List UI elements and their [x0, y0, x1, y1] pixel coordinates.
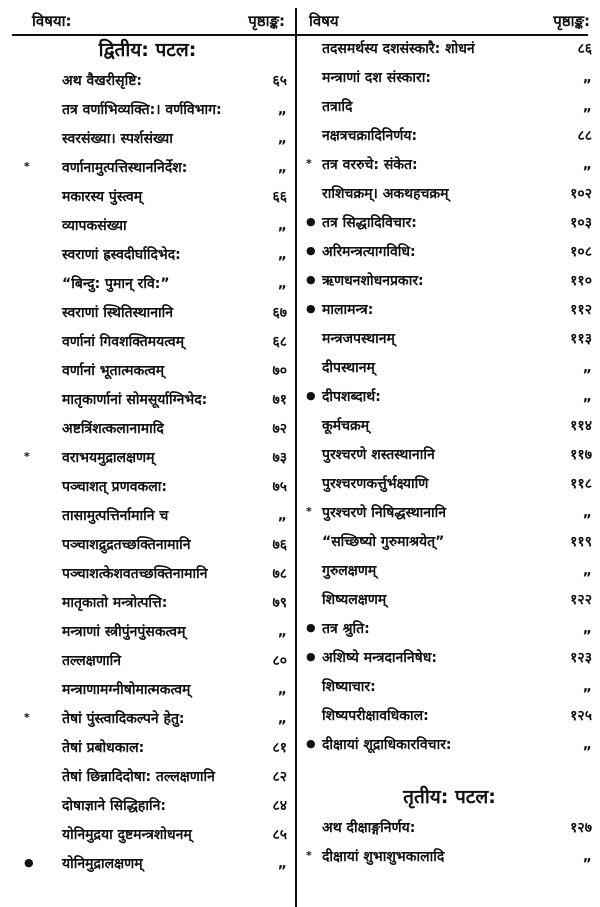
right-entry-list-bottom: [299, 813, 600, 871]
entry-marker: ●: [24, 856, 34, 869]
section-title-second: द्वितीय: पटल:: [98, 39, 197, 61]
entry-title: मातृकार्णानां सोमसूर्याग्निभेद:: [62, 392, 208, 408]
entry-page-number: „: [277, 681, 287, 698]
entry-title: तेषां छिन्नादिदोषा: तल्लक्षणानि: [62, 769, 215, 785]
index-entry: [299, 353, 600, 382]
index-entry: [299, 208, 600, 237]
index-entry: [299, 614, 600, 643]
index-entry: [0, 95, 295, 124]
entry-title: पुरश्चरणे निषिद्धस्थानानि: [322, 505, 447, 521]
entry-title: तत्र सिद्धादिविचार:: [322, 215, 417, 231]
entry-title: तत्र वर्णाभिव्यक्ति:। वर्णविभाग:: [62, 102, 222, 118]
entry-page-number: „: [582, 388, 592, 405]
index-entry: [299, 527, 600, 556]
left-header-subject: विषया:: [32, 12, 72, 30]
entry-page-number: ७०: [272, 363, 287, 379]
entry-page-number: „: [277, 623, 287, 640]
entry-page-number: ७९: [272, 595, 287, 611]
index-entry: [299, 121, 600, 150]
entry-page-number: ८६: [577, 41, 592, 57]
entry-marker: *: [306, 505, 312, 518]
entry-page-number: ११०: [570, 273, 592, 289]
index-entry: [0, 530, 295, 559]
index-entry: [299, 150, 600, 179]
entry-title: तत्र वररुचे: संकेत:: [322, 157, 418, 173]
right-header-page: पृष्ठाङ्क:: [553, 12, 590, 30]
right-header-subject: विषय: [309, 12, 339, 30]
index-entry: [299, 63, 600, 92]
index-entry: [299, 92, 600, 121]
entry-page-number: ८२: [272, 769, 287, 785]
index-entry: [299, 813, 600, 842]
entry-title: दीपस्थानम्: [322, 360, 375, 376]
index-entry: [299, 556, 600, 585]
entry-marker: ●: [306, 273, 316, 286]
entry-page-number: ११४: [570, 418, 592, 434]
entry-page-number: „: [582, 620, 592, 637]
index-entry: [0, 559, 295, 588]
entry-title: पुरश्चरणे शस्तस्थानानि: [322, 447, 435, 463]
index-entry: [0, 269, 295, 298]
index-entry: [299, 701, 600, 730]
entry-page-number: ७८: [272, 566, 287, 582]
index-entry: [0, 240, 295, 269]
entry-page-number: ११२: [570, 302, 592, 318]
index-entry: [299, 324, 600, 353]
entry-title: वर्णानां भूतात्मकत्वम्: [62, 363, 165, 379]
entry-page-number: ८४: [272, 798, 287, 814]
entry-page-number: „: [277, 507, 287, 524]
entry-page-number: „: [582, 736, 592, 753]
entry-page-number: १०३: [570, 215, 592, 231]
left-entry-list: [0, 66, 295, 878]
entry-page-number: „: [277, 130, 287, 147]
entry-page-number: „: [277, 710, 287, 727]
entry-title: वर्णानां गिवशक्तिमयत्वम्: [62, 334, 185, 350]
entry-title: वराभयमुद्रालक्षणम्: [62, 450, 155, 466]
index-entry: [299, 411, 600, 440]
right-header: [299, 8, 600, 34]
entry-marker: ●: [306, 302, 316, 315]
index-entry: [0, 849, 295, 878]
entry-title: अरिमन्त्रत्यागविधि:: [322, 244, 416, 260]
index-entry: [299, 672, 600, 701]
entry-page-number: „: [582, 69, 592, 86]
entry-title: शिष्याचार:: [322, 679, 376, 695]
entry-title: पञ्चाशत्केशवतच्छक्तिनामानि: [62, 566, 208, 582]
index-entry: [0, 414, 295, 443]
entry-title: स्वराणां ह्रस्वदीर्घादिभेद:: [62, 247, 181, 263]
entry-title: शिष्यपरीक्षावधिकाल:: [322, 708, 429, 724]
index-entry: [299, 295, 600, 324]
section-title-third: तृतीय: पटल:: [403, 786, 496, 808]
entry-title: तेषां पुंस्त्वादिकल्पने हेतु:: [62, 711, 185, 727]
entry-title: दीपशब्दार्थ:: [322, 389, 381, 405]
entry-page-number: „: [582, 562, 592, 579]
entry-page-number: „: [277, 217, 287, 234]
entry-page-number: „: [582, 504, 592, 521]
index-entry: [299, 34, 600, 63]
entry-page-number: ११७: [570, 447, 592, 463]
entry-title: मन्त्राणामग्नीषोमात्मकत्वम्: [62, 682, 191, 698]
entry-title: वर्णानामुत्पत्तिस्थाननिर्देश:: [62, 160, 188, 176]
index-entry: [0, 646, 295, 675]
entry-page-number: १२७: [570, 820, 592, 836]
entry-title: ऋणधनशोधनप्रकार:: [322, 273, 424, 289]
index-entry: [0, 501, 295, 530]
entry-page-number: ११८: [570, 476, 592, 492]
entry-page-number: १२३: [570, 650, 592, 666]
entry-page-number: ७६: [272, 537, 287, 553]
index-entry: [299, 469, 600, 498]
entry-marker: *: [306, 157, 312, 170]
index-entry: [299, 643, 600, 672]
index-entry: [299, 440, 600, 469]
index-entry: [0, 675, 295, 704]
index-entry: [299, 266, 600, 295]
entry-title: योनिमुद्रालक्षणम्: [62, 856, 143, 872]
entry-title: अथ दीक्षाङ्गनिर्णय:: [322, 820, 416, 836]
entry-title: मन्त्राणां स्त्रीपुंनपुंसकत्वम्: [62, 624, 186, 640]
index-entry: [0, 66, 295, 95]
index-entry: [0, 733, 295, 762]
entry-title: अशिष्ये मन्त्रदाननिषेध:: [322, 650, 437, 666]
entry-title: तासामुत्पत्तिर्नामानि च: [62, 508, 169, 524]
index-entry: [299, 842, 600, 871]
entry-title: दीक्षायां शुभाशुभकालादि: [322, 849, 445, 865]
entry-page-number: ८८: [577, 128, 592, 144]
right-entry-list: [299, 34, 600, 759]
entry-marker: *: [24, 160, 30, 173]
entry-title: “सच्छिष्यो गुरुमाश्रयेत्”: [322, 534, 445, 550]
entry-page-number: ८५: [272, 827, 287, 843]
entry-title: कूर्मचक्रम्: [322, 418, 370, 434]
entry-page-number: ६७: [272, 305, 287, 321]
entry-page-number: ७२: [272, 421, 287, 437]
entry-title: व्यापकसंख्या: [62, 218, 127, 234]
index-entry: [0, 124, 295, 153]
index-entry: [0, 791, 295, 820]
entry-marker: *: [24, 450, 30, 463]
entry-title: नक्षत्रचक्रादिनिर्णय:: [322, 128, 418, 144]
entry-page-number: ११९: [570, 534, 592, 550]
entry-page-number: ८०: [272, 653, 287, 669]
entry-page-number: ६६: [272, 189, 287, 205]
index-entry: [299, 585, 600, 614]
entry-title: मालामन्त्र:: [322, 302, 374, 318]
left-header-page: पृष्ठाङ्क:: [248, 12, 285, 30]
entry-page-number: ११३: [570, 331, 592, 347]
entry-marker: ●: [306, 621, 316, 634]
entry-marker: *: [24, 711, 30, 724]
index-entry: [0, 472, 295, 501]
right-column: [299, 8, 600, 907]
index-entry: [0, 356, 295, 385]
entry-title: पञ्चाशद्रुद्रतच्छक्तिनामानि: [62, 537, 191, 553]
index-entry: [0, 182, 295, 211]
index-entry: [299, 730, 600, 759]
entry-page-number: ८१: [272, 740, 287, 756]
entry-title: योनिमुद्रया दुष्टमन्त्रशोधनम्: [62, 827, 192, 843]
entry-title: गुरुलक्षणम्: [322, 563, 377, 579]
entry-title: राशिचक्रम्। अकथहचक्रम्: [322, 186, 449, 202]
entry-marker: ●: [306, 737, 316, 750]
entry-marker: ●: [306, 389, 316, 402]
entry-marker: ●: [306, 215, 316, 228]
index-entry: [0, 820, 295, 849]
entry-page-number: ६८: [272, 334, 287, 350]
index-entry: [0, 762, 295, 791]
entry-title: शिष्यलक्षणम्: [322, 592, 387, 608]
index-entry: [0, 211, 295, 240]
entry-title: तत्रादि: [322, 99, 353, 115]
index-entry: [0, 153, 295, 182]
entry-title: दोषाज्ञाने सिद्धिहानि:: [62, 798, 166, 814]
entry-page-number: ७१: [272, 392, 287, 408]
entry-title: स्वराणां स्थितिस्थानानि: [62, 305, 174, 321]
index-entry: [299, 382, 600, 411]
entry-marker: ●: [306, 244, 316, 257]
entry-page-number: „: [582, 359, 592, 376]
index-entry: [0, 327, 295, 356]
index-entry: [299, 179, 600, 208]
entry-title: तत्र श्रुति:: [322, 621, 370, 637]
entry-title: “बिन्दु: पुमान् रवि:”: [62, 276, 170, 292]
entry-page-number: „: [277, 159, 287, 176]
entry-title: स्वरसंख्या। स्पर्शसंख्या: [62, 131, 173, 147]
entry-title: तेषां प्रबोधकाल:: [62, 740, 145, 756]
entry-title: मन्त्रजपस्थानम्: [322, 331, 395, 347]
entry-page-number: „: [277, 101, 287, 118]
index-entry: [0, 617, 295, 646]
entry-page-number: „: [277, 275, 287, 292]
entry-title: तदसमर्थस्य दशसंस्कारै: शोधनं: [322, 41, 475, 57]
entry-title: मन्त्राणां दश संस्कारा:: [322, 70, 431, 86]
entry-marker: *: [306, 849, 312, 862]
entry-title: पुरश्चरणकर्त्तुर्भक्ष्याणि: [322, 476, 429, 492]
entry-page-number: „: [582, 848, 592, 865]
entry-title: मकारस्य पुंस्त्वम्: [62, 189, 143, 205]
entry-title: अष्टत्रिंशत्कलानामादि: [62, 421, 164, 437]
entry-title: अथ वैखरीसृष्टि:: [62, 73, 142, 89]
index-entry: [0, 298, 295, 327]
index-entry: [0, 704, 295, 733]
left-header: [0, 8, 295, 34]
entry-page-number: ७३: [272, 450, 287, 466]
index-entry: [299, 237, 600, 266]
index-entry: [0, 385, 295, 414]
entry-page-number: ७५: [272, 479, 287, 495]
entry-page-number: „: [277, 246, 287, 263]
entry-page-number: १०२: [570, 186, 592, 202]
entry-title: मातृकातो मन्त्रोत्पत्ति:: [62, 595, 168, 611]
entry-title: दीक्षायां शूद्राधिकारविचार:: [322, 737, 452, 753]
entry-title: तल्लक्षणानि: [62, 653, 121, 669]
entry-page-number: „: [582, 678, 592, 695]
index-entry: [0, 443, 295, 472]
entry-page-number: „: [277, 855, 287, 872]
entry-title: पञ्चाशत् प्रणवकला:: [62, 479, 168, 495]
entry-marker: ●: [306, 650, 316, 663]
entry-page-number: १०८: [570, 244, 592, 260]
entry-page-number: „: [582, 156, 592, 173]
entry-page-number: ६५: [272, 73, 287, 89]
left-column: [0, 8, 295, 907]
column-divider: [295, 8, 297, 907]
index-entry: [0, 588, 295, 617]
index-entry: [299, 498, 600, 527]
entry-page-number: „: [582, 98, 592, 115]
entry-page-number: १२२: [570, 592, 592, 608]
entry-page-number: १२५: [570, 708, 592, 724]
